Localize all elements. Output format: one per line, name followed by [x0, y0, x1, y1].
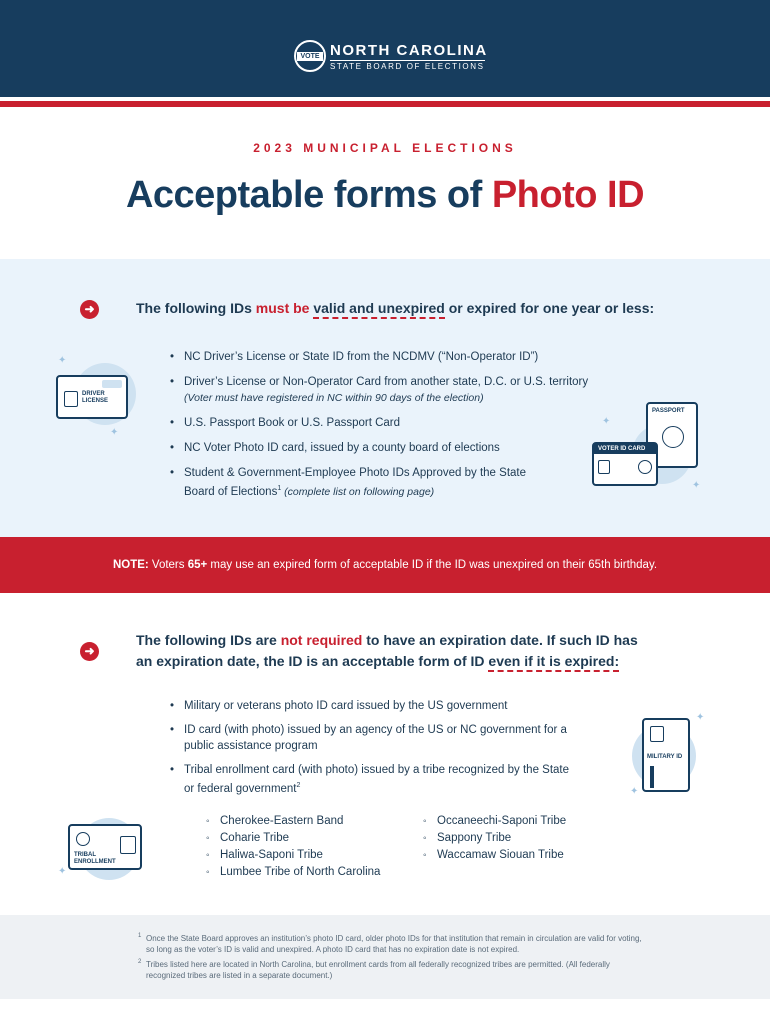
- card-label: MILITARY ID: [647, 754, 683, 760]
- section1-heading: [136, 298, 654, 319]
- note-label: NOTE:: [112, 559, 149, 571]
- card-label: DRIVER LICENSE: [82, 391, 109, 404]
- seal-text: VOTE: [297, 52, 323, 61]
- list-item: [170, 440, 600, 456]
- passport-label: PASSPORT: [652, 408, 685, 414]
- barcode-icon: [650, 766, 654, 788]
- heading-emphasis: must be: [255, 300, 310, 316]
- tribes-column-1: [206, 813, 416, 881]
- list-item: [170, 349, 600, 365]
- globe-icon: [662, 426, 684, 448]
- list-item: ◦ Coharie Tribe: [206, 830, 416, 847]
- note-age: 65+: [187, 559, 208, 571]
- heading-text: an expiration date, the ID is an acceptable form of ID: [136, 653, 489, 669]
- photo-icon: [598, 460, 610, 474]
- passport-illustration: [588, 394, 713, 504]
- footnote-text: Tribes listed here are located in North Carolina, but enrollment cards from all federally recognized tribes are permitted. (All federally recognized tribes are listed in a separate document.): [146, 960, 610, 980]
- sparkle-icon: ✦: [110, 427, 119, 438]
- arrow-right-circle-icon: ➜: [80, 642, 99, 661]
- list-item: [170, 374, 600, 406]
- org-name: NORTH CAROLINA: [330, 42, 488, 59]
- heading-emphasis: not required: [280, 632, 363, 648]
- footnote-text: Once the State Board approves an institution’s photo ID card, older photo IDs for that institution that remain in circulation are valid for voting, so long as the voter’s ID is valid and unexpired. A photo ID card that has no expiration date is not expired.: [146, 934, 642, 954]
- heading-text-end: to have an expiration date. If such ID has: [362, 632, 638, 648]
- title-accent: Photo ID: [491, 174, 645, 216]
- page-title: [0, 174, 770, 217]
- item-text: Tribal enrollment card (with photo) issued by a tribe recognized by the State or federal government: [184, 764, 570, 795]
- photo-icon: [120, 836, 136, 854]
- military-id-illustration: [620, 712, 710, 802]
- heading-underlined: even if it is expired:: [488, 653, 619, 672]
- tribal-card-icon: [68, 824, 142, 870]
- nc-board-logo: [294, 40, 488, 74]
- drivers-license-illustration: [52, 355, 142, 438]
- list-item: ◦ Occaneechi-Saponi Tribe: [423, 813, 603, 830]
- header-bar: [0, 0, 770, 97]
- footnote-1: [138, 933, 646, 955]
- section-must-be-valid: [0, 259, 770, 537]
- list-item: ◦ Sappony Tribe: [423, 830, 603, 847]
- item-text: NC Driver’s License or State ID from the NCDMV (“Non-Operator ID”): [184, 351, 539, 363]
- seal-icon: [638, 460, 652, 474]
- heading-text: The following IDs are: [136, 632, 281, 648]
- list-item: ◦ Cherokee-Eastern Band: [206, 813, 416, 830]
- item-text: Driver’s License or Non-Operator Card from another state, D.C. or U.S. territory: [184, 376, 589, 388]
- heading-text-end: or expired for one year or less:: [444, 300, 655, 316]
- footnote-ref: 1: [277, 485, 282, 492]
- footnote-number: 2: [138, 959, 142, 965]
- item-note: (Voter must have registered in NC within 90 days of the election): [184, 392, 484, 404]
- item-text: Military or veterans photo ID card issued by the US government: [184, 700, 508, 712]
- item-note: (complete list on following page): [281, 485, 435, 498]
- item-text: U.S. Passport Book or U.S. Passport Card: [184, 417, 401, 429]
- org-subtitle: STATE BOARD OF ELECTIONS: [330, 62, 485, 71]
- list-item: [170, 698, 590, 714]
- note-text-end: may use an expired form of acceptable ID if the ID was unexpired on their 65th birthday.: [207, 559, 658, 571]
- eyebrow-title: 2023 MUNICIPAL ELECTIONS: [253, 141, 517, 155]
- tribal-enrollment-illustration: [58, 812, 153, 884]
- section2-heading: [136, 630, 638, 672]
- sparkle-icon: ✦: [58, 355, 67, 366]
- item-text: ID card (with photo) issued by an agency of the US or NC government for a public assistance program: [184, 724, 567, 752]
- sparkle-icon: ✦: [602, 416, 611, 427]
- list-item: ◦ Lumbee Tribe of North Carolina: [206, 864, 416, 881]
- sparkle-icon: ✦: [58, 866, 67, 877]
- nc-map-icon: [102, 380, 122, 388]
- tribes-column-2: [423, 813, 603, 864]
- list-item: [170, 762, 580, 797]
- heading-underlined: valid and unexpired: [313, 300, 444, 319]
- heading-text: The following IDs: [136, 300, 256, 316]
- voter-id-card-icon: [592, 442, 658, 486]
- military-id-card-icon: [642, 718, 690, 792]
- note-banner: [0, 537, 770, 593]
- footnotes-section: [0, 915, 770, 999]
- list-item: ◦ Waccamaw Siouan Tribe: [423, 847, 603, 864]
- item-text: Student & Government-Employee Photo IDs Approved by the State Board of Elections: [184, 467, 527, 498]
- heading-line2: [136, 651, 638, 672]
- section2-list: [170, 698, 590, 797]
- photo-icon: [64, 391, 78, 407]
- sparkle-icon: ✦: [692, 480, 701, 491]
- tribal-seal-icon: [76, 832, 90, 846]
- red-stripe: [0, 101, 770, 107]
- section1-list: [170, 349, 600, 500]
- vote-seal-icon: [294, 40, 326, 72]
- note-text: Voters: [148, 559, 188, 571]
- footnote-2: [138, 959, 646, 981]
- sparkle-icon: ✦: [696, 712, 705, 723]
- footnote-ref: 2: [296, 782, 301, 789]
- footnote-number: 1: [138, 933, 142, 939]
- list-item: [170, 465, 550, 500]
- card-label: TRIBAL ENROLLMENT: [74, 852, 116, 865]
- license-card-icon: [56, 375, 128, 419]
- photo-icon: [650, 726, 664, 742]
- arrow-right-circle-icon: ➜: [80, 300, 99, 319]
- list-item: ◦ Haliwa-Saponi Tribe: [206, 847, 416, 864]
- list-item: [170, 722, 580, 754]
- heading-line1: [136, 630, 638, 651]
- sparkle-icon: ✦: [630, 786, 639, 797]
- list-item: [170, 415, 600, 431]
- title-part1: Acceptable forms of: [125, 174, 492, 216]
- item-text: NC Voter Photo ID card, issued by a county board of elections: [184, 442, 500, 454]
- voter-card-label: VOTER ID CARD: [598, 446, 646, 452]
